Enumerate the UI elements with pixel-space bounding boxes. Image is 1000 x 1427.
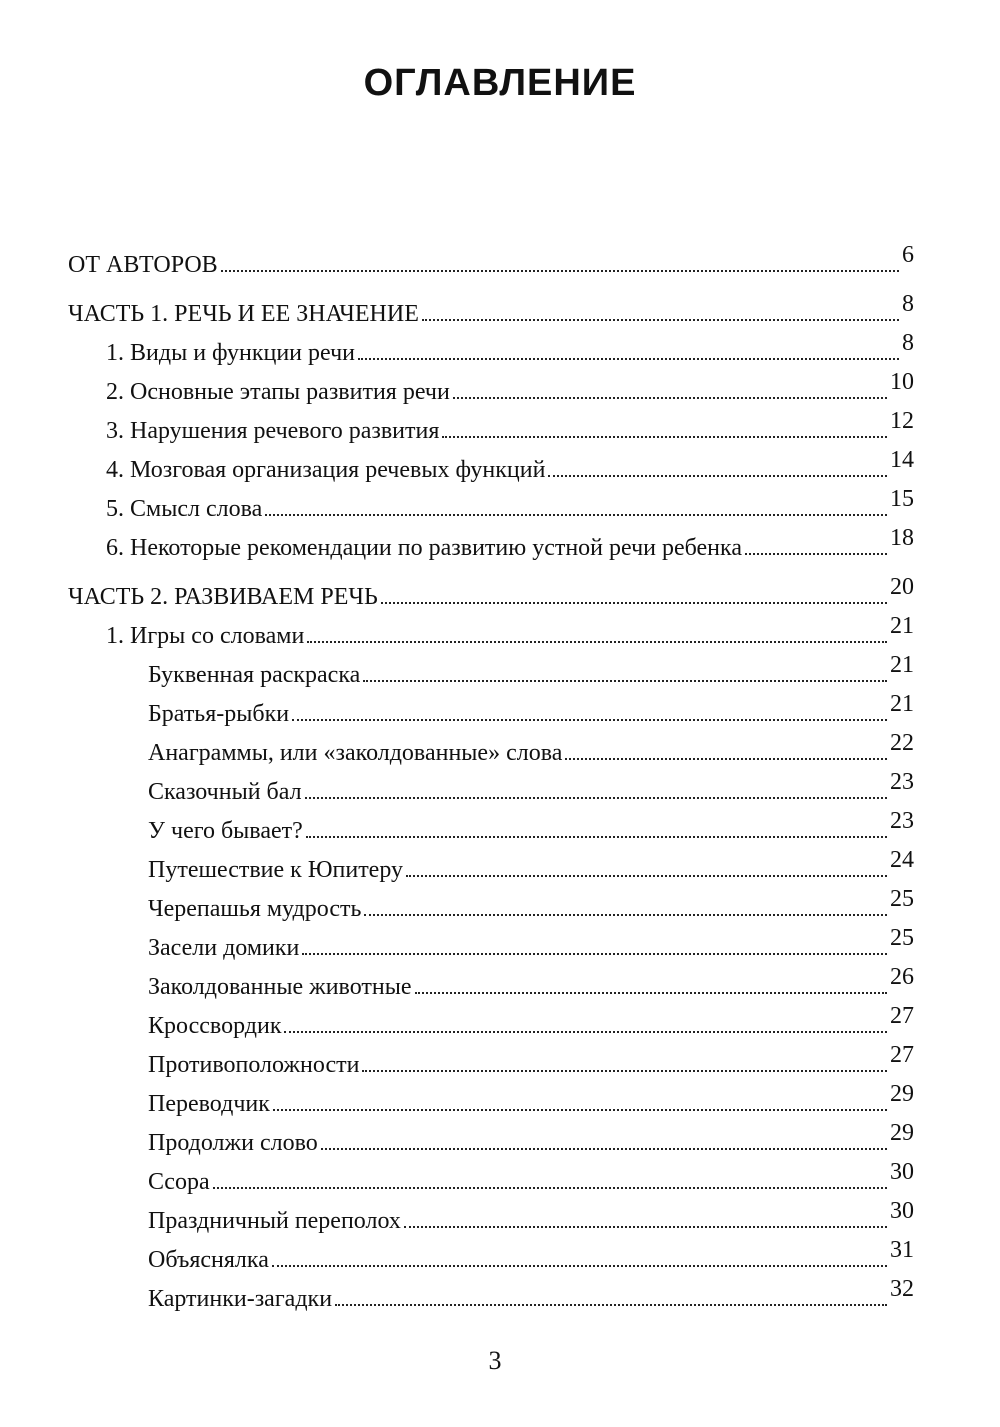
toc-entry	[68, 1040, 914, 1079]
dot-leader	[415, 992, 887, 994]
toc-entry-page: 22	[890, 730, 914, 756]
toc-entry-page: 25	[890, 925, 914, 951]
toc-entry-title: Заколдованные животные	[148, 974, 412, 1000]
dot-leader	[284, 1031, 887, 1033]
toc-entry	[68, 367, 914, 406]
toc-entry	[68, 1196, 914, 1235]
dot-leader	[307, 641, 887, 643]
toc-entry	[68, 289, 914, 328]
toc-entry-page: 27	[890, 1003, 914, 1029]
toc-entry	[68, 240, 914, 279]
toc-entry-page: 27	[890, 1042, 914, 1068]
dot-leader	[302, 953, 887, 955]
toc-entry	[68, 572, 914, 611]
dot-leader	[404, 1226, 887, 1228]
dot-leader	[272, 1265, 887, 1267]
toc-entry-title: ЧАСТЬ 1. РЕЧЬ И ЕЕ ЗНАЧЕНИЕ	[68, 301, 419, 327]
toc-entry-title: 1. Виды и функции речи	[106, 340, 355, 366]
toc-entry	[68, 1079, 914, 1118]
dot-leader	[305, 797, 887, 799]
toc-entry	[68, 845, 914, 884]
dot-leader	[358, 358, 899, 360]
toc-entry	[68, 650, 914, 689]
toc-entry-title: У чего бывает?	[148, 818, 303, 844]
toc-entry-title: Сказочный бал	[148, 779, 302, 805]
toc-entry	[68, 1118, 914, 1157]
page-title: ОГЛАВЛЕНИЕ	[363, 62, 637, 104]
toc-entry-title: 4. Мозговая организация речевых функций	[106, 457, 546, 483]
toc-entry-page: 12	[890, 408, 914, 434]
toc-entry	[68, 1274, 914, 1313]
toc-entry	[68, 884, 914, 923]
toc-entry-page: 8	[902, 330, 914, 356]
toc-entry-page: 6	[902, 242, 914, 268]
table-of-contents	[68, 240, 914, 1313]
toc-entry-title: Ссора	[148, 1169, 210, 1195]
dot-leader	[565, 758, 887, 760]
dot-leader	[265, 514, 887, 516]
toc-entry-title: 6. Некоторые рекомендации по развитию устной речи ребенка	[106, 535, 742, 561]
toc-entry-title: Переводчик	[148, 1091, 270, 1117]
toc-entry-title: Противоположности	[148, 1052, 360, 1078]
dot-leader	[745, 553, 887, 555]
toc-entry-page: 18	[890, 525, 914, 551]
toc-entry-title: Кроссвордик	[148, 1013, 282, 1039]
dot-leader	[335, 1304, 887, 1306]
toc-entry-page: 15	[890, 486, 914, 512]
toc-entry-page: 10	[890, 369, 914, 395]
toc-entry	[68, 328, 914, 367]
toc-entry-page: 23	[890, 808, 914, 834]
toc-entry	[68, 611, 914, 650]
dot-leader	[362, 1070, 887, 1072]
toc-entry-page: 30	[890, 1159, 914, 1185]
toc-entry-page: 32	[890, 1276, 914, 1302]
toc-entry	[68, 962, 914, 1001]
toc-entry	[68, 1235, 914, 1274]
toc-entry-title: Засели домики	[148, 935, 300, 961]
toc-entry-title: 1. Игры со словами	[106, 623, 305, 649]
dot-leader	[453, 397, 887, 399]
toc-entry-title: Путешествие к Юпитеру	[148, 857, 404, 883]
dot-leader	[273, 1109, 887, 1111]
toc-entry-page: 29	[890, 1081, 914, 1107]
toc-entry-title: Буквенная раскраска	[148, 662, 361, 688]
toc-entry-page: 21	[890, 652, 914, 678]
dot-leader	[381, 602, 887, 604]
toc-entry-title: Продолжи слово	[148, 1130, 318, 1156]
toc-entry-page: 29	[890, 1120, 914, 1146]
toc-entry-title: 2. Основные этапы развития речи	[106, 379, 450, 405]
toc-entry	[68, 767, 914, 806]
toc-entry-page: 21	[890, 691, 914, 717]
dot-leader	[306, 836, 887, 838]
toc-entry-page: 20	[890, 574, 914, 600]
toc-entry-page: 8	[902, 291, 914, 317]
toc-entry-title: Анаграммы, или «заколдованные» слова	[148, 740, 563, 766]
toc-entry	[68, 1157, 914, 1196]
toc-entry	[68, 406, 914, 445]
page-number: 3	[488, 1346, 502, 1375]
toc-entry	[68, 728, 914, 767]
toc-entry-page: 24	[890, 847, 914, 873]
toc-entry	[68, 445, 914, 484]
dot-leader	[406, 875, 887, 877]
toc-entry	[68, 923, 914, 962]
dot-leader	[321, 1148, 887, 1150]
toc-entry	[68, 689, 914, 728]
toc-entry-title: ЧАСТЬ 2. РАЗВИВАЕМ РЕЧЬ	[68, 584, 378, 610]
dot-leader	[363, 680, 887, 682]
toc-entry-page: 26	[890, 964, 914, 990]
toc-entry-title: 5. Смысл слова	[106, 496, 263, 522]
toc-entry-page: 14	[890, 447, 914, 473]
dot-leader	[213, 1187, 887, 1189]
dot-leader	[422, 319, 899, 321]
toc-entry-title: ОТ АВТОРОВ	[68, 252, 218, 278]
toc-entry-title: 3. Нарушения речевого развития	[106, 418, 440, 444]
toc-entry	[68, 1001, 914, 1040]
toc-entry-title: Черепашья мудрость	[148, 896, 362, 922]
dot-leader	[548, 475, 887, 477]
toc-entry-page: 25	[890, 886, 914, 912]
toc-entry	[68, 523, 914, 562]
dot-leader	[292, 719, 887, 721]
toc-entry	[68, 484, 914, 523]
dot-leader	[221, 270, 899, 272]
toc-entry-title: Братья-рыбки	[148, 701, 290, 727]
dot-leader	[442, 436, 887, 438]
toc-entry-title: Картинки-загадки	[148, 1286, 333, 1312]
toc-entry-page: 31	[890, 1237, 914, 1263]
toc-entry-title: Объяснялка	[148, 1247, 269, 1273]
toc-entry-page: 21	[890, 613, 914, 639]
toc-entry	[68, 806, 914, 845]
toc-entry-page: 30	[890, 1198, 914, 1224]
dot-leader	[364, 914, 887, 916]
toc-entry-page: 23	[890, 769, 914, 795]
toc-entry-title: Праздничный переполох	[148, 1208, 401, 1234]
